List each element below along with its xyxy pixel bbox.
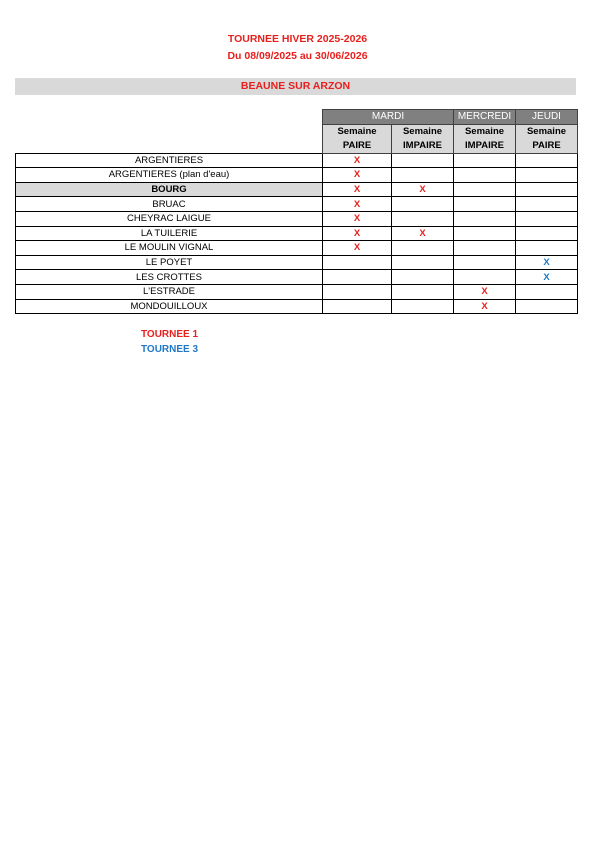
collection-mark: X bbox=[353, 154, 361, 166]
schedule-cell bbox=[323, 255, 392, 270]
hamlet-name: LES CROTTES bbox=[16, 270, 323, 285]
tour-title: TOURNEE HIVER 2025-2026 bbox=[227, 33, 368, 45]
schedule-cell bbox=[323, 168, 392, 183]
week-header-mercredi-impaire bbox=[454, 124, 516, 153]
schedule-cell bbox=[454, 182, 516, 197]
legend-tournee-3: TOURNEE 3 bbox=[141, 344, 199, 355]
table-row bbox=[16, 168, 578, 183]
schedule-cell bbox=[454, 299, 516, 314]
schedule-cell bbox=[516, 255, 578, 270]
schedule-cell bbox=[454, 197, 516, 212]
schedule-cell bbox=[454, 241, 516, 256]
hamlet-name: BOURG bbox=[16, 182, 323, 197]
collection-mark: X bbox=[419, 184, 426, 196]
day-header-mardi: MARDI bbox=[323, 110, 454, 125]
week-header-line2: IMPAIRE bbox=[465, 139, 504, 151]
collection-mark: X bbox=[353, 242, 361, 254]
hamlet-name: LA TUILERIE bbox=[16, 226, 323, 241]
schedule-cell bbox=[516, 284, 578, 299]
blank-corner bbox=[16, 124, 323, 153]
table-row bbox=[16, 270, 578, 285]
schedule-cell bbox=[323, 211, 392, 226]
schedule-cell bbox=[454, 168, 516, 183]
legend-tournee-1: TOURNEE 1 bbox=[141, 329, 199, 340]
week-header-line2: IMPAIRE bbox=[403, 139, 442, 151]
collection-mark: X bbox=[353, 213, 361, 225]
day-header-row bbox=[16, 110, 578, 125]
schedule-cell bbox=[516, 168, 578, 183]
hamlet-name: CHEYRAC LAIGUE bbox=[16, 211, 323, 226]
schedule-cell bbox=[323, 241, 392, 256]
collection-mark: X bbox=[353, 227, 361, 239]
schedule-cell bbox=[454, 226, 516, 241]
schedule-cell bbox=[516, 182, 578, 197]
commune-banner: BEAUNE SUR ARZON bbox=[15, 78, 576, 95]
hamlet-name: L'ESTRADE bbox=[16, 284, 323, 299]
schedule-cell bbox=[323, 182, 392, 197]
day-header-jeudi: JEUDI bbox=[516, 110, 578, 125]
hamlet-name: ARGENTIERES bbox=[16, 153, 323, 168]
schedule-cell bbox=[392, 211, 454, 226]
table-row bbox=[16, 153, 578, 168]
week-header-line1: Semaine bbox=[526, 125, 567, 137]
schedule-cell bbox=[323, 284, 392, 299]
collection-mark: X bbox=[481, 286, 488, 298]
collection-mark: X bbox=[353, 169, 361, 181]
collection-mark: X bbox=[543, 257, 550, 269]
schedule-cell bbox=[454, 284, 516, 299]
schedule-cell bbox=[392, 241, 454, 256]
schedule-cell bbox=[392, 270, 454, 285]
day-header-mercredi: MERCREDI bbox=[454, 110, 516, 125]
week-header-line1: Semaine bbox=[402, 125, 443, 137]
table-row bbox=[16, 299, 578, 314]
week-header-mardi-paire bbox=[323, 124, 392, 153]
week-header-line1: Semaine bbox=[337, 125, 377, 137]
schedule-cell bbox=[516, 153, 578, 168]
collection-mark: X bbox=[481, 300, 488, 312]
schedule-cell bbox=[323, 153, 392, 168]
table-row bbox=[16, 241, 578, 256]
schedule-cell bbox=[516, 270, 578, 285]
table-row bbox=[16, 197, 578, 212]
schedule-cell bbox=[392, 299, 454, 314]
schedule-cell bbox=[392, 284, 454, 299]
week-header-mardi-impaire bbox=[392, 124, 454, 153]
week-header-line2: PAIRE bbox=[342, 139, 372, 151]
schedule-cell bbox=[323, 226, 392, 241]
table-row bbox=[16, 284, 578, 299]
hamlet-name: LE MOULIN VIGNAL bbox=[16, 241, 323, 256]
schedule-cell bbox=[323, 270, 392, 285]
collection-schedule-table bbox=[15, 109, 578, 314]
schedule-cell bbox=[516, 226, 578, 241]
table-row bbox=[16, 182, 578, 197]
schedule-cell bbox=[454, 211, 516, 226]
schedule-cell bbox=[323, 299, 392, 314]
hamlet-name: BRUAC bbox=[16, 197, 323, 212]
hamlet-name: ARGENTIERES (plan d'eau) bbox=[16, 168, 323, 183]
schedule-cell bbox=[516, 241, 578, 256]
schedule-cell bbox=[392, 226, 454, 241]
hamlet-name: MONDOUILLOUX bbox=[16, 299, 323, 314]
schedule-cell bbox=[392, 255, 454, 270]
week-header-line2: PAIRE bbox=[532, 139, 561, 151]
week-header-jeudi-paire bbox=[516, 124, 578, 153]
schedule-cell bbox=[516, 197, 578, 212]
tour-period: Du 08/09/2025 au 30/06/2026 bbox=[227, 50, 368, 62]
schedule-cell bbox=[516, 299, 578, 314]
schedule-cell bbox=[392, 197, 454, 212]
table-row bbox=[16, 226, 578, 241]
collection-mark: X bbox=[353, 198, 361, 210]
schedule-cell bbox=[392, 168, 454, 183]
schedule-cell bbox=[392, 153, 454, 168]
table-row bbox=[16, 211, 578, 226]
hamlet-name: LE POYET bbox=[16, 255, 323, 270]
table-row bbox=[16, 255, 578, 270]
schedule-cell bbox=[454, 153, 516, 168]
collection-mark: X bbox=[419, 227, 426, 239]
week-header-row bbox=[16, 124, 578, 153]
schedule-cell bbox=[454, 270, 516, 285]
blank-corner bbox=[16, 110, 323, 125]
schedule-cell bbox=[516, 211, 578, 226]
week-header-line1: Semaine bbox=[464, 125, 505, 137]
collection-mark: X bbox=[353, 184, 361, 196]
collection-mark: X bbox=[543, 271, 550, 283]
schedule-cell bbox=[323, 197, 392, 212]
schedule-cell bbox=[454, 255, 516, 270]
schedule-cell bbox=[392, 182, 454, 197]
